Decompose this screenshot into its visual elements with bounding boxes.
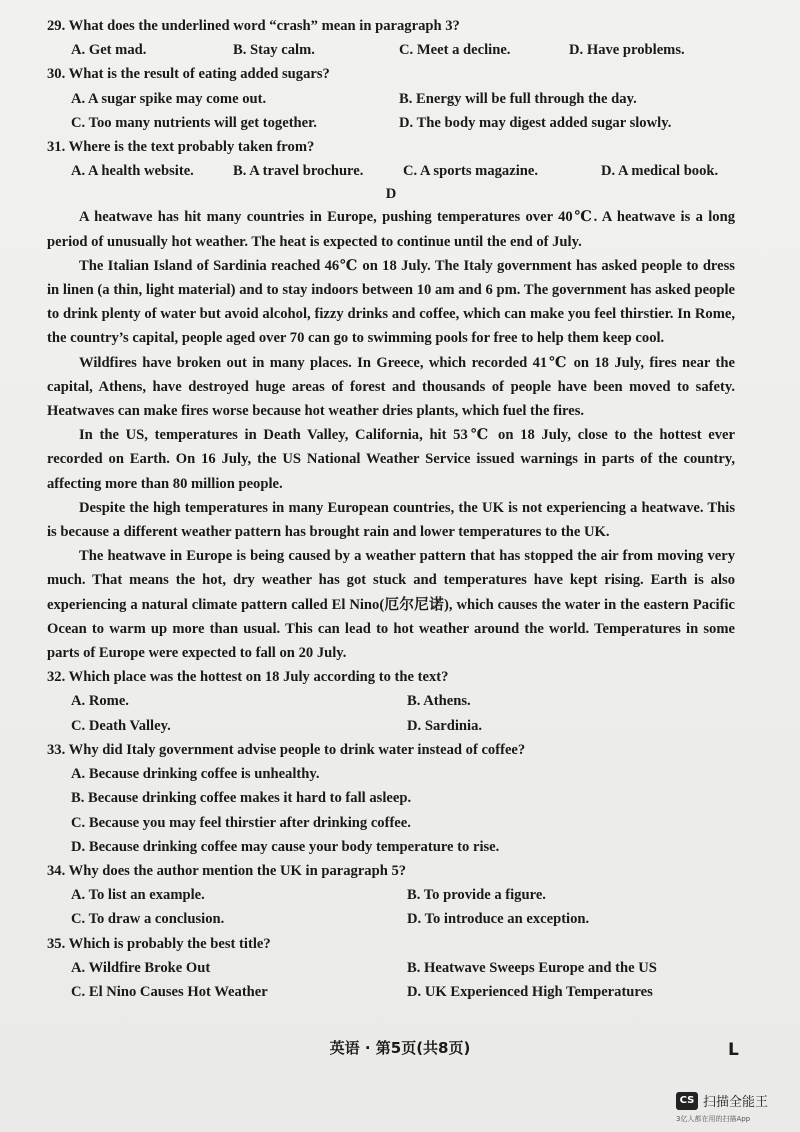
question-32 [47,665,735,738]
option-list [47,38,735,62]
option-a: A. Get mad. [71,42,147,59]
option-b: B. Because drinking coffee makes it hard to fall asleep. [71,790,412,807]
question-29 [47,14,735,62]
option-b: B. Heatwave Sweeps Europe and the US [407,959,657,976]
question-stem: 29. What does the underlined word “crash” mean in paragraph 3? [47,18,460,34]
option-d: D. UK Experienced High Temperatures [407,983,653,1000]
option-list [47,159,735,183]
page-footer: 英语 · 第5页(共8页) [329,1039,471,1057]
option-b: B. A travel brochure. [233,163,364,180]
question-35 [47,932,735,1005]
question-stem: 30. What is the result of eating added sugars? [47,66,330,83]
option-c: C. To draw a conclusion. [71,911,225,928]
option-list [47,762,735,859]
question-31 [47,135,735,183]
option-b: B. Energy will be full through the day. [399,90,637,107]
option-d: D. A medical book. [601,163,719,180]
option-list [47,689,735,737]
watermark-subtitle: 3亿人都在用的扫描App [676,1115,751,1123]
passage-paragraph-6: The heatwave in Europe is being caused by a weather pattern that has stopped the air from moving very much. That means the hot, dry weather has got stuck and temperatures have kept rising. Earth is also experiencing a natural climate pattern called El Nino(厄尔尼诺), which causes the water in the eastern Pacific Ocean to warm up more than usual. This can lead to hot weather around the world. Temperatures in some parts of Europe were expected to fall on 20 July. [47,548,735,662]
option-a: A. Because drinking coffee is unhealthy. [71,766,320,783]
option-b: B. Athens. [407,693,471,710]
question-30 [47,62,735,135]
question-stem: 32. Which place was the hottest on 18 July according to the text? [47,669,449,686]
option-a: A. A sugar spike may come out. [71,90,267,107]
option-c: C. El Nino Causes Hot Weather [71,983,268,1000]
question-34 [47,859,735,932]
option-d: D. To introduce an exception. [407,911,590,928]
passage-paragraph-5: Despite the high temperatures in many European countries, the UK is not experiencing a heatwave. This is because a different weather pattern has brought rain and lower temperatures to the UK. [47,499,735,541]
option-c: C. Meet a decline. [399,42,511,59]
question-stem: 31. Where is the text probably taken from? [47,139,315,156]
option-a: A. Wildfire Broke Out [71,959,211,976]
option-d: D. Sardinia. [407,717,483,734]
option-a: A. Rome. [71,693,129,710]
passage-paragraph-3: Wildfires have broken out in many places. In Greece, which recorded 41℃ on 18 July, fires near the capital, Athens, have destroyed huge areas of forest and thousands of people have been moved to safety. Heatwaves can make fires worse because hot weather dries plants, which fuel the fires. [47,354,735,420]
option-c: C. Because you may feel thirstier after drinking coffee. [71,814,411,831]
question-33 [47,738,735,859]
option-d: D. Have problems. [569,42,685,59]
option-d: D. The body may digest added sugar slowly. [399,114,672,131]
page-content [47,14,735,1004]
option-d: D. Because drinking coffee may cause your body temperature to rise. [71,838,500,855]
option-b: B. Stay calm. [233,42,315,59]
option-a: A. A health website. [71,163,194,180]
question-stem: 34. Why does the author mention the UK in paragraph 5? [47,862,407,879]
passage-paragraph-1: A heatwave has hit many countries in Europe, pushing temperatures over 40℃. A heatwave is a long period of unusually hot weather. The heat is expected to continue until the end of July. [47,209,735,250]
question-stem: 35. Which is probably the best title? [47,935,271,952]
corner-mark: L [728,1040,739,1060]
option-list [47,956,735,1004]
camscanner-logo-icon: CS [676,1092,698,1110]
passage-paragraph-4: In the US, temperatures in Death Valley, California, hit 53℃ on 18 July, close to the hottest ever recorded on Earth. On 16 July, the US National Weather Service issued warnings in parts of the country, affecting more than 80 million people. [47,427,735,492]
option-a: A. To list an example. [71,887,205,904]
option-list [47,87,735,135]
option-c: C. Too many nutrients will get together. [71,114,317,131]
watermark-title: 扫描全能王 [703,1095,769,1110]
option-b: B. To provide a figure. [407,887,546,904]
scanner-watermark [676,1090,786,1126]
passage-letter: D [385,186,397,203]
option-c: C. Death Valley. [71,717,171,734]
passage-paragraph-2: The Italian Island of Sardinia reached 46℃ on 18 July. The Italy government has asked people to dress in linen (a thin, light material) and to stay indoors between 10 am and 6 pm. The government has asked people to drink plenty of water but avoid alcohol, fizzy drinks and coffee, which can make you feel thirstier. In Rome, the country’s capital, people aged over 70 can go to swimming pools for free to help them keep cool. [47,257,735,347]
option-list [47,883,735,931]
question-stem: 33. Why did Italy government advise people to drink water instead of coffee? [47,741,526,758]
option-c: C. A sports magazine. [403,163,538,180]
